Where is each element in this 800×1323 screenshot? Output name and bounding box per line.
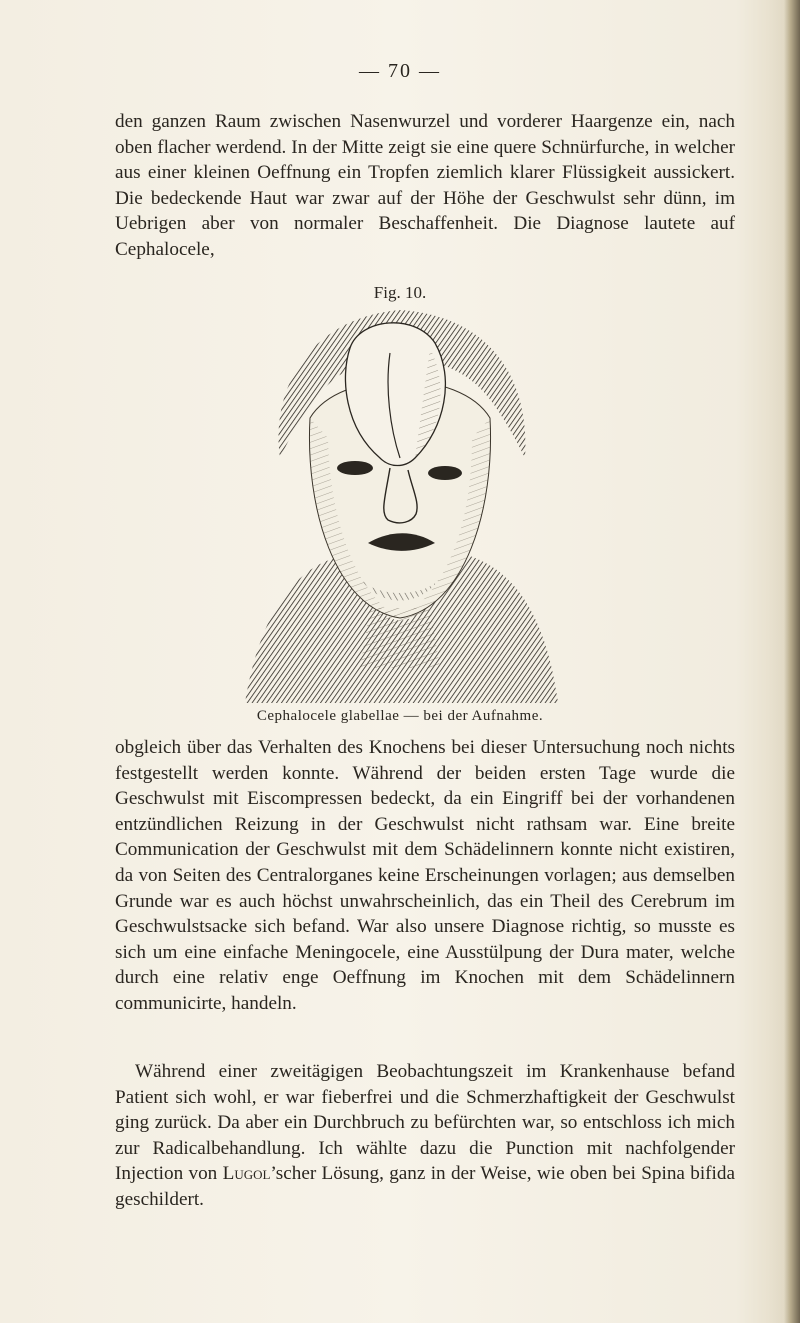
paragraph-1: den ganzen Raum zwischen Nasenwurzel und vorderer Haargenze ein, nach oben flacher werdend. In der Mitte zeigt sie eine quere Schnürfurche, in welcher aus einer kleinen Oeffnung ein Tropfen ziemlich klarer Flüssigkeit aussickert. Die bedeckende Haut war zwar auf der Höhe der Geschwulst sehr dünn, im Uebrigen aber von normaler Beschaffenheit. Die Diagnose lautete auf Cephalocele, — [115, 111, 735, 260]
figure-caption: Cephalocele glabellae — bei der Aufnahme. — [256, 708, 544, 724]
paragraph-2: obgleich über das Verhalten des Knochens bei dieser Untersuchung noch nichts festgestellt werden konnte. Während der beiden ersten Tage wurde die Geschwulst mit Eiscompressen bedeckt, da ein Eingriff bei der vorhandenen entzündlichen Reizung in der Geschwulst nicht rathsam war. Eine breite Communication der Geschwulst mit dem Schädelinnern konnte nicht existiren, da von Seiten des Centralorganes keine Erscheinungen vorlagen; aus demselben Grunde war es auch höchst unwahrscheinlich, das ein Theil des Cerebrum im Geschwulstsacke sich befand. War also unsere Diagnose richtig, so musste es sich um eine einfache Meningocele, eine Ausstülpung der Dura mater, welche durch eine relativ enge Oeffnung im Knochen mit dem Schädelinnern communicirte, handeln. — [115, 737, 735, 1014]
page-number: — 70 — — [359, 60, 441, 82]
left-eye — [337, 461, 373, 475]
paragraph-3 — [115, 1059, 735, 1213]
figure-label: Fig. 10. — [373, 283, 427, 302]
page-binding-shadow — [784, 0, 800, 1323]
cephalocele-engraving — [240, 308, 560, 708]
paragraph-3-text-after: ’scher Lösung, ganz in der Weise, wie oben bei Spina bifida geschildert. — [115, 1163, 736, 1210]
author-name-lugol: Lugol — [222, 1163, 271, 1185]
right-eye — [428, 466, 462, 480]
paragraph-3-text-before: Während einer zweitägigen Beobachtungszeit im Krankenhause befand Patient sich wohl, er war fieberfrei und die Schmerzhaftigkeit der Geschwulst ging zurück. Da aber ein Durchbruch zu befürchten war, so entschloss ich mich zur Radicalbehandlung. Ich wählte dazu die Punction mit nachfolgender Injection von — [115, 1061, 735, 1185]
figure-illustration — [240, 308, 560, 708]
